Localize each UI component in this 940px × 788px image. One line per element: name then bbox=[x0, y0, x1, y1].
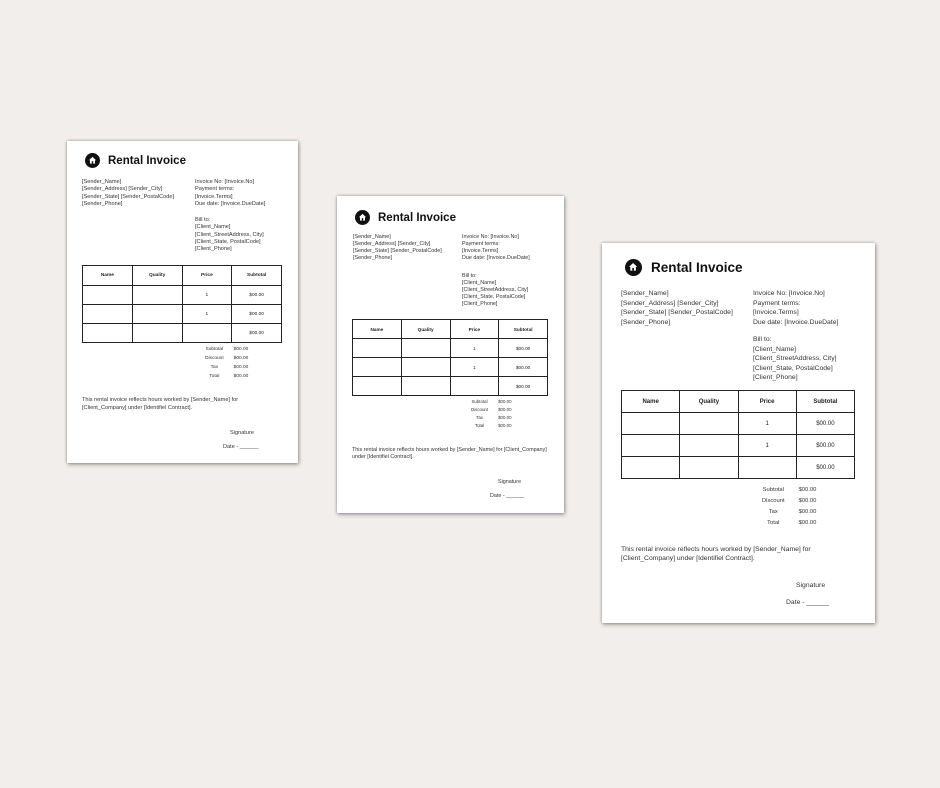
payment-terms-value: [Invoice.Terms] bbox=[195, 193, 233, 200]
discount-value: $00.00 bbox=[498, 407, 512, 412]
invoice-sheet-small-center bbox=[337, 196, 564, 513]
cell-quality bbox=[132, 305, 182, 324]
payment-terms-label: Payment terms: bbox=[195, 186, 235, 193]
cell-price bbox=[182, 324, 232, 343]
table-row bbox=[83, 305, 282, 324]
bill-to-block bbox=[195, 217, 264, 253]
sender-block bbox=[621, 289, 733, 327]
tax-label: Tax bbox=[210, 365, 219, 370]
cell-quality bbox=[401, 377, 450, 396]
total-value: $00.00 bbox=[233, 374, 249, 379]
header-price: Price bbox=[738, 391, 796, 413]
tax-label: Tax bbox=[476, 415, 483, 420]
subtotal-label: Subtotal bbox=[762, 487, 784, 493]
cell-subtotal: $00.00 bbox=[232, 305, 282, 324]
items-table bbox=[621, 390, 855, 479]
invoice-number: Invoice No: [Invoice.No] bbox=[195, 179, 255, 185]
date-line: Date - ______ bbox=[490, 493, 525, 499]
cell-name bbox=[622, 435, 680, 457]
totals-block bbox=[471, 399, 512, 428]
client-name: [Client_Name] bbox=[462, 280, 497, 287]
signature-label: Signature bbox=[230, 430, 254, 436]
header-quality: Quality bbox=[132, 266, 182, 286]
cell-price bbox=[738, 457, 796, 479]
client-address: [Client_StreetAddress, City] bbox=[462, 287, 529, 294]
table-row bbox=[622, 413, 855, 435]
header-subtotal: Subtotal bbox=[232, 266, 282, 286]
cell-name bbox=[622, 413, 680, 435]
cell-subtotal: $00.00 bbox=[232, 286, 282, 305]
invoice-header bbox=[625, 259, 743, 276]
discount-value: $00.00 bbox=[798, 498, 817, 504]
client-state: [Client_State, PostalCode] bbox=[195, 238, 261, 245]
sender-state: [Sender_State] [Sender_PostalCode] bbox=[82, 193, 175, 200]
header-name: Name bbox=[83, 266, 133, 286]
invoice-title: Rental Invoice bbox=[378, 211, 456, 224]
table-row bbox=[353, 358, 548, 377]
table-header-row bbox=[83, 266, 282, 286]
table-row bbox=[622, 435, 855, 457]
cell-name bbox=[353, 358, 402, 377]
cell-quality bbox=[680, 413, 738, 435]
house-icon bbox=[355, 210, 370, 225]
client-phone: [Client_Phone] bbox=[195, 246, 232, 253]
invoice-info-block bbox=[195, 179, 265, 208]
invoice-note: This rental invoice reflects hours worked by [Sender_Name] for [Client_Company] under [Identifiel Contract]. bbox=[82, 397, 239, 411]
sender-block bbox=[82, 179, 174, 208]
tax-value: $00.00 bbox=[498, 415, 512, 420]
invoice-number: Invoice No: [Invoice.No] bbox=[753, 290, 825, 297]
total-label: Total bbox=[474, 423, 485, 428]
invoice-number: Invoice No: [Invoice.No] bbox=[462, 234, 519, 240]
cell-quality bbox=[680, 457, 738, 479]
client-state: [Client_State, PostalCode] bbox=[462, 294, 526, 301]
total-value: $00.00 bbox=[498, 423, 512, 428]
sender-name: [Sender_Name] bbox=[621, 290, 669, 297]
subtotal-value: $00.00 bbox=[798, 487, 817, 493]
invoice-note: This rental invoice reflects hours worked by [Sender_Name] for [Client_Company] under [Identifiel Contract]. bbox=[352, 447, 547, 461]
discount-label: Discount bbox=[762, 498, 785, 504]
discount-label: Discount bbox=[471, 407, 489, 412]
subtotal-label: Subtotal bbox=[471, 399, 488, 404]
client-address: [Client_StreetAddress, City] bbox=[195, 231, 264, 238]
client-name: [Client_Name] bbox=[753, 345, 797, 353]
date-line: Date - ______ bbox=[223, 444, 259, 450]
cell-subtotal: $00.00 bbox=[232, 324, 282, 343]
invoice-info-block bbox=[753, 289, 838, 327]
sender-address: [Sender_Address] [Sender_City] bbox=[621, 299, 719, 307]
header-price: Price bbox=[450, 320, 499, 339]
client-address: [Client_StreetAddress, City] bbox=[753, 355, 837, 363]
cell-price: 1 bbox=[450, 339, 499, 358]
cell-subtotal: $00.00 bbox=[796, 413, 854, 435]
total-value: $00.00 bbox=[798, 520, 817, 526]
cell-price bbox=[450, 377, 499, 396]
table-row bbox=[83, 324, 282, 343]
header-name: Name bbox=[353, 320, 402, 339]
cell-quality bbox=[680, 435, 738, 457]
due-date: Due date: [Invoice.DueDate] bbox=[753, 318, 839, 326]
subtotal-value: $00.00 bbox=[498, 399, 512, 404]
due-date: Due date: [Invoice.DueDate] bbox=[462, 255, 530, 262]
bill-to-block bbox=[462, 273, 528, 308]
discount-value: $00.00 bbox=[233, 356, 249, 361]
totals-block bbox=[762, 487, 816, 526]
table-header-row bbox=[353, 320, 548, 339]
sender-address: [Sender_Address] [Sender_City] bbox=[353, 241, 431, 248]
header-quality: Quality bbox=[401, 320, 450, 339]
subtotal-value: $00.00 bbox=[233, 347, 249, 352]
table-row bbox=[622, 457, 855, 479]
cell-price: 1 bbox=[738, 413, 796, 435]
cell-name bbox=[83, 324, 133, 343]
sender-name: [Sender_Name] bbox=[82, 179, 122, 185]
client-name: [Client_Name] bbox=[195, 224, 231, 231]
tax-value: $00.00 bbox=[233, 365, 249, 370]
sender-state: [Sender_State] [Sender_PostalCode] bbox=[621, 309, 733, 317]
invoice-sheet-large-right bbox=[602, 243, 875, 623]
cell-quality bbox=[132, 286, 182, 305]
total-label: Total bbox=[767, 520, 780, 526]
cell-quality bbox=[401, 339, 450, 358]
cell-name bbox=[622, 457, 680, 479]
sender-state: [Sender_State] [Sender_PostalCode] bbox=[353, 248, 442, 255]
cell-quality bbox=[401, 358, 450, 377]
invoice-title: Rental Invoice bbox=[108, 154, 186, 167]
house-icon bbox=[625, 259, 642, 276]
cell-subtotal: $00.00 bbox=[499, 377, 548, 396]
cell-name bbox=[83, 305, 133, 324]
cell-price: 1 bbox=[450, 358, 499, 377]
house-icon bbox=[85, 153, 100, 168]
header-name: Name bbox=[622, 391, 680, 413]
bill-to-label: Bill to: bbox=[753, 336, 772, 343]
total-label: Total bbox=[209, 374, 220, 379]
cell-name bbox=[353, 339, 402, 358]
bill-to-label: Bill to: bbox=[195, 217, 211, 223]
table-row bbox=[353, 377, 548, 396]
table-row bbox=[353, 339, 548, 358]
sender-block bbox=[353, 234, 442, 262]
client-phone: [Client_Phone] bbox=[753, 374, 798, 382]
payment-terms-value: [Invoice.Terms] bbox=[462, 248, 499, 255]
payment-terms-label: Payment terms: bbox=[753, 299, 801, 307]
tax-label: Tax bbox=[768, 509, 778, 515]
date-line: Date - ______ bbox=[786, 599, 830, 606]
header-quality: Quality bbox=[680, 391, 738, 413]
invoice-sheet-small-left bbox=[67, 141, 298, 463]
cell-name bbox=[83, 286, 133, 305]
header-subtotal: Subtotal bbox=[499, 320, 548, 339]
cell-subtotal: $00.00 bbox=[499, 358, 548, 377]
cell-subtotal: $00.00 bbox=[499, 339, 548, 358]
invoice-note: This rental invoice reflects hours worked by [Sender_Name] for [Client_Company] under [Identifiel Contract]. bbox=[621, 546, 811, 563]
signature-label: Signature bbox=[796, 582, 826, 589]
sender-phone: [Sender_Phone] bbox=[353, 255, 392, 262]
header-price: Price bbox=[182, 266, 232, 286]
invoice-info-block bbox=[462, 234, 530, 262]
sender-phone: [Sender_Phone] bbox=[621, 318, 671, 326]
payment-terms-value: [Invoice.Terms] bbox=[753, 309, 799, 317]
cell-quality bbox=[132, 324, 182, 343]
subtotal-label: Subtotal bbox=[205, 347, 224, 352]
tax-value: $00.00 bbox=[798, 509, 817, 515]
header-subtotal: Subtotal bbox=[796, 391, 854, 413]
due-date: Due date: [Invoice.DueDate] bbox=[195, 200, 266, 207]
totals-block bbox=[205, 347, 248, 379]
cell-price: 1 bbox=[738, 435, 796, 457]
cell-subtotal: $00.00 bbox=[796, 457, 854, 479]
cell-subtotal: $00.00 bbox=[796, 435, 854, 457]
client-phone: [Client_Phone] bbox=[462, 301, 498, 308]
client-state: [Client_State, PostalCode] bbox=[753, 364, 833, 372]
signature-label: Signature bbox=[498, 479, 522, 485]
discount-label: Discount bbox=[205, 356, 224, 361]
invoice-header bbox=[355, 210, 456, 225]
table-header-row bbox=[622, 391, 855, 413]
items-table bbox=[352, 319, 548, 396]
bill-to-label: Bill to: bbox=[462, 273, 477, 279]
cell-price: 1 bbox=[182, 286, 232, 305]
cell-name bbox=[353, 377, 402, 396]
sender-phone: [Sender_Phone] bbox=[82, 200, 123, 207]
table-row bbox=[83, 286, 282, 305]
invoice-header bbox=[85, 153, 186, 168]
sender-name: [Sender_Name] bbox=[353, 234, 391, 240]
payment-terms-label: Payment terms: bbox=[462, 241, 500, 248]
items-table bbox=[82, 265, 282, 343]
cell-price: 1 bbox=[182, 305, 232, 324]
sender-address: [Sender_Address] [Sender_City] bbox=[82, 186, 163, 193]
invoice-title: Rental Invoice bbox=[651, 260, 743, 275]
bill-to-block bbox=[753, 335, 836, 383]
